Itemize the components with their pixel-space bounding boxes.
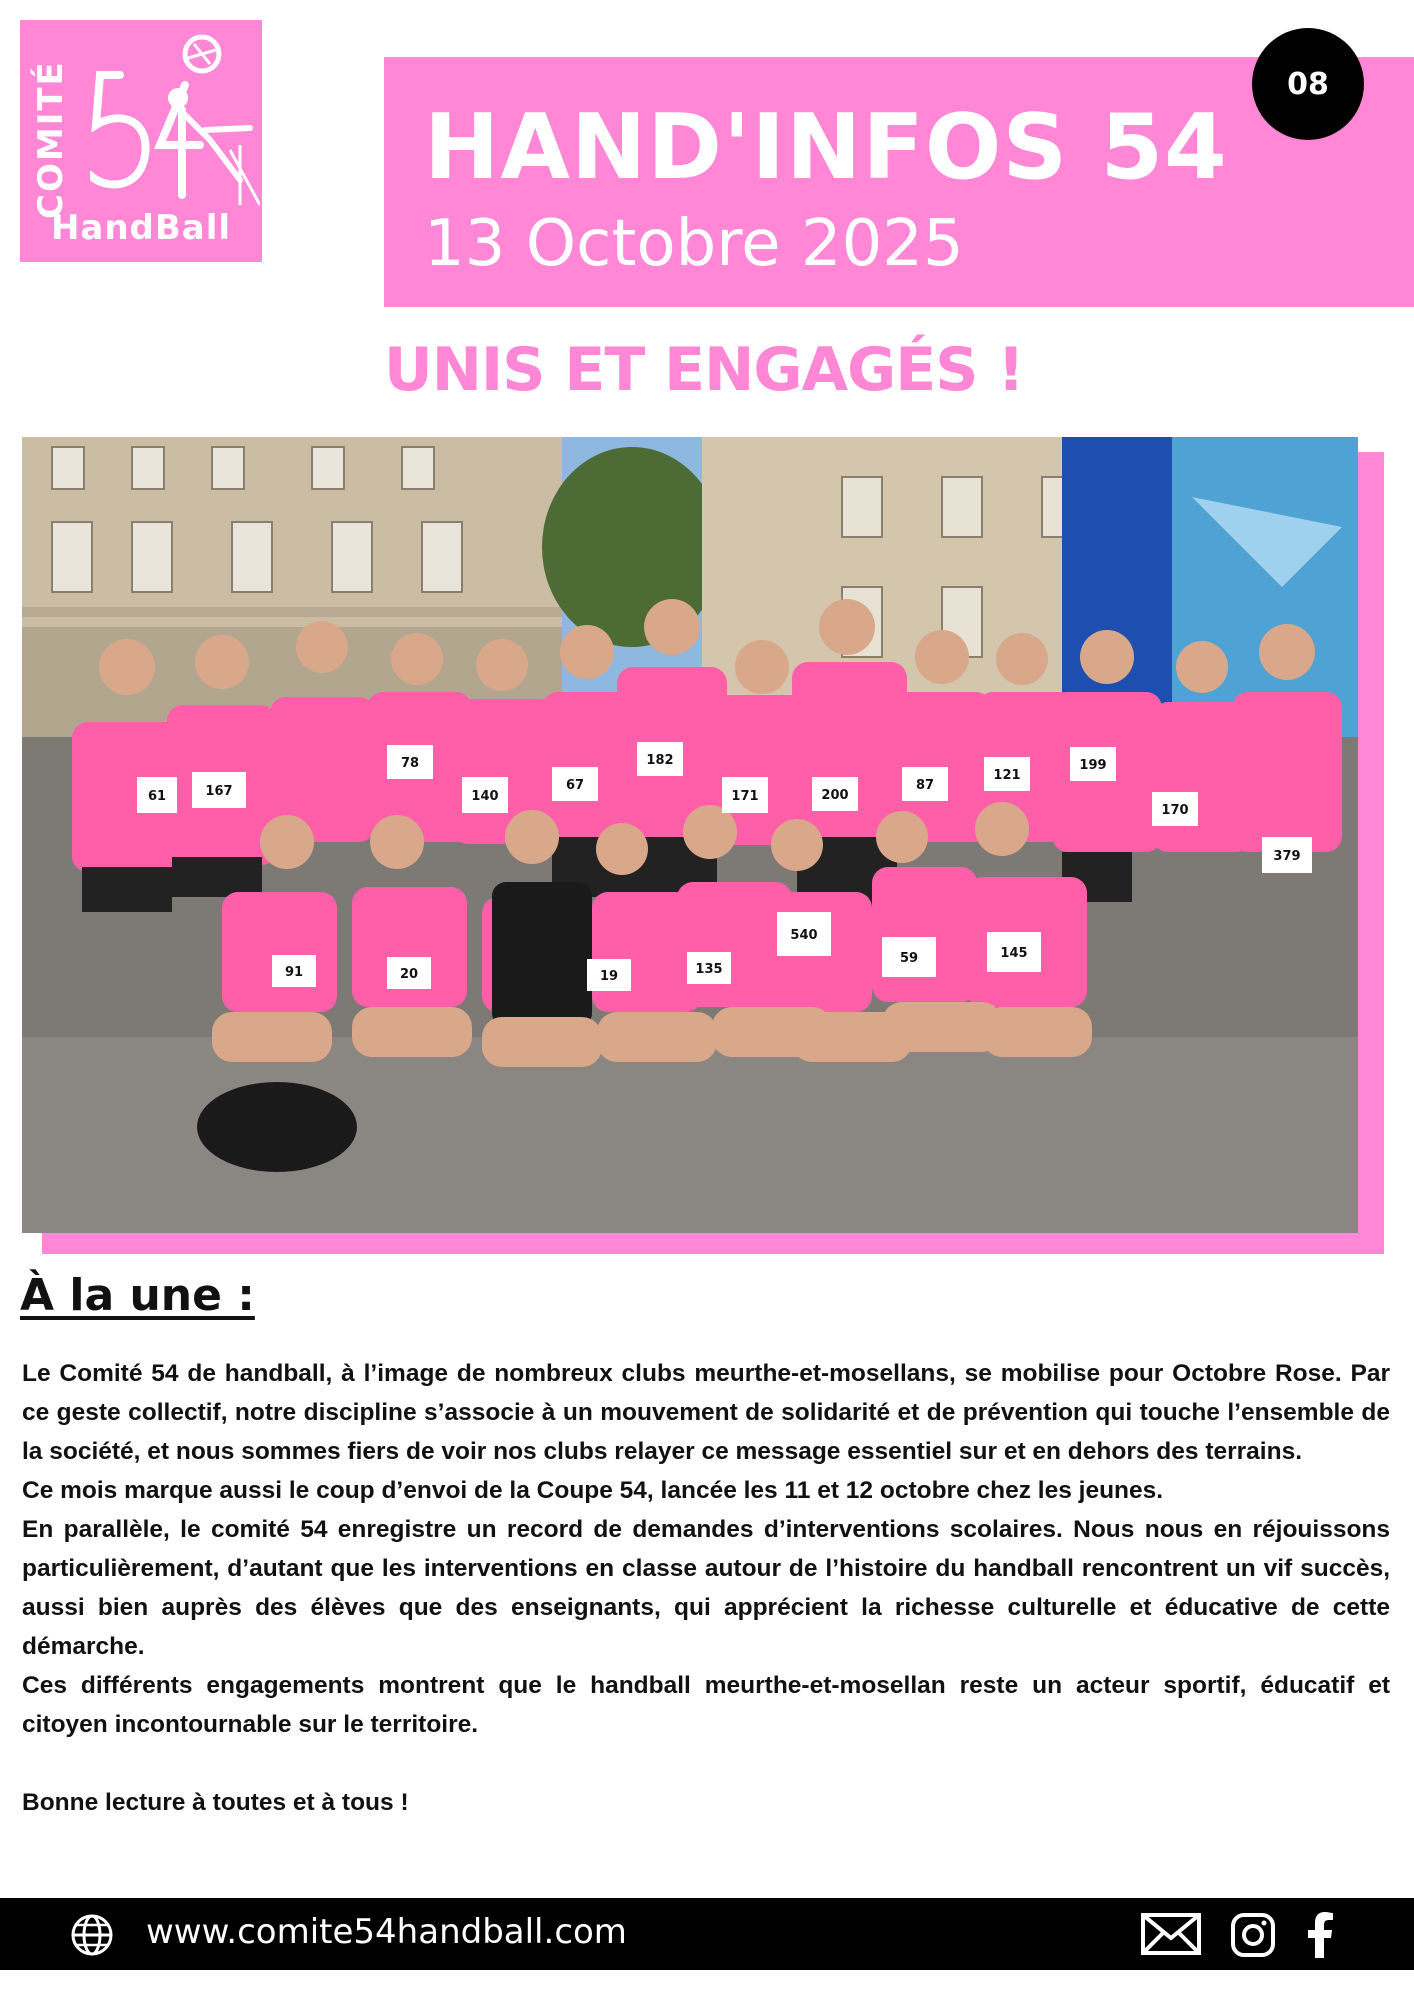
article-paragraph-4: Ces différents engagements montrent que le handball meurthe-et-mosellan reste un acteur sportif, éducatif et citoyen incontournable sur le territoire. (22, 1672, 1390, 1738)
globe-icon (70, 1913, 114, 1957)
bib-20: 20 (399, 967, 419, 982)
bib-87: 87 (915, 778, 935, 793)
bib-121: 121 (993, 768, 1021, 783)
article-body (22, 1354, 1390, 1822)
bib-19: 19 (599, 969, 619, 984)
article-paragraph-3: En parallèle, le comité 54 enregistre un record de demandes d’interventions scolaires. Nous nous en réjouissons particulièrement, d’autant que les interventions en classe autour de l’histoire du handball rencontrent un vif succès, aussi bien auprès des élèves que des enseignants, qui apprécient la richesse culturelle et éducative de cette démarche. (22, 1516, 1390, 1660)
bib-200: 200 (821, 788, 849, 803)
bib-59: 59 (899, 951, 919, 966)
paragraph-spacer (22, 1744, 1390, 1783)
article-paragraph-1: Le Comité 54 de handball, à l’image de nombreux clubs meurthe-et-mosellans, se mobilise pour Octobre Rose. Par ce geste collectif, notre discipline s’associe à un mouvement de solidarité et de prévention qui touche l’ensemble de la société, et nous sommes fiers de voir nos clubs relayer ce message essentiel sur et en dehors des terrains. (22, 1360, 1390, 1465)
headline: UNIS ET ENGAGÉS ! (384, 335, 1024, 405)
bib-61: 61 (147, 789, 167, 804)
bib-91: 91 (284, 965, 304, 980)
website-link[interactable]: www.comite54handball.com (146, 1912, 627, 1952)
article-closing: Bonne lecture à toutes et à tous ! (22, 1789, 409, 1816)
bib-170: 170 (1161, 803, 1189, 818)
bib-540: 540 (790, 928, 818, 943)
article-paragraph-2: Ce mois marque aussi le coup d’envoi de la Coupe 54, lancée les 11 et 12 octobre chez les jeunes. (22, 1477, 1164, 1504)
footer-bar (0, 1898, 1414, 1970)
logo-handball-text: HandBall (50, 208, 232, 248)
bib-140: 140 (471, 789, 499, 804)
section-title: À la une : (20, 1270, 255, 1321)
logo-comite-text: COMITÉ (31, 60, 71, 220)
bib-135: 135 (695, 962, 723, 977)
logo-54-handball-player-icon (90, 30, 260, 215)
facebook-icon[interactable] (1305, 1912, 1335, 1958)
bib-171: 171 (731, 789, 759, 804)
page-number-badge: 08 (1252, 28, 1364, 140)
team-photo-illustration (22, 437, 1358, 1233)
bib-67: 67 (565, 778, 585, 793)
bib-379: 379 (1273, 849, 1301, 864)
issue-date: 13 Octobre 2025 (424, 207, 964, 281)
comite-logo (20, 20, 262, 262)
bib-78: 78 (400, 756, 420, 771)
bib-182: 182 (646, 753, 674, 768)
team-photo (22, 437, 1358, 1233)
bib-145: 145 (1000, 946, 1028, 961)
bib-199: 199 (1079, 758, 1107, 773)
newsletter-title: HAND'INFOS 54 (424, 95, 1228, 200)
instagram-icon[interactable] (1230, 1912, 1276, 1958)
bib-167: 167 (205, 784, 233, 799)
mail-icon[interactable] (1140, 1912, 1202, 1956)
